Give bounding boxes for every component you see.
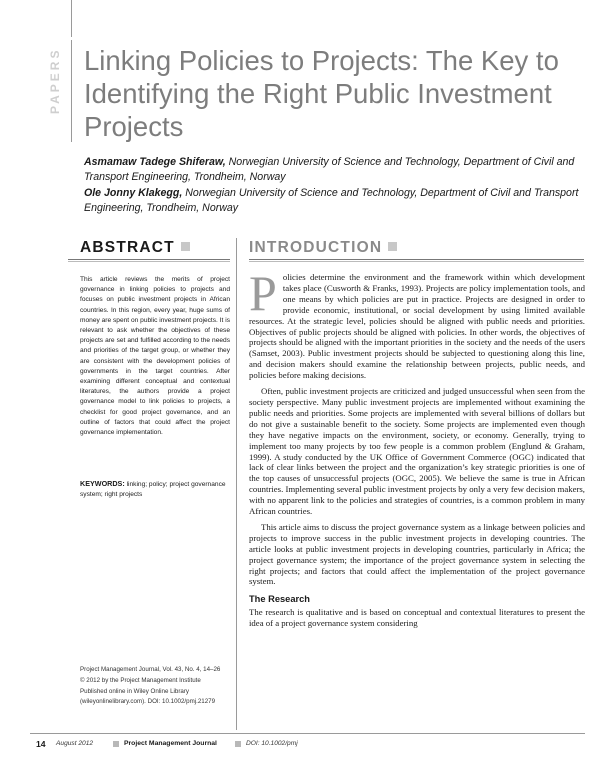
square-bullet-icon: [181, 242, 190, 251]
article-title: Linking Policies to Projects: The Key to Identifying the Right Public Investment Projects: [84, 45, 559, 142]
citation-line: Published online in Wiley Online Library: [80, 687, 190, 695]
journal-name: Project Management Journal: [124, 740, 217, 747]
author-affiliation: Norwegian University of Science and Technology, Department of Civil and Transport Engineering, Trondheim, Norway: [84, 156, 575, 183]
square-bullet-icon: [113, 741, 119, 747]
author-entry: [84, 155, 584, 185]
author-list: [84, 155, 584, 217]
footer-divider: [30, 733, 585, 734]
square-bullet-icon: [235, 741, 241, 747]
page-number: 14: [36, 739, 46, 749]
keywords-label: KEYWORDS:: [80, 479, 125, 488]
author-name: Asmamaw Tadege Shiferaw,: [84, 156, 226, 168]
top-vertical-rule: [71, 0, 72, 37]
citation-line: Project Management Journal, Vol. 43, No. 4, 14–26: [80, 666, 221, 673]
body-paragraph: This article aims to discuss the project governance system as a linkage between policies and projects to improve success in the public investment projects in developing countries. The article looks at public investment projects in developing countries, particularly in Africa; the project governance system; the importance of the project governance system in selecting the right projects; and factors that could affect the implementation of the project governance system.: [249, 521, 585, 587]
keywords-list: linking; policy; project governance system; right projects: [80, 481, 226, 499]
body-paragraph: The research is qualitative and is based on conceptual and contextual literatures to present the idea of a project governance system considering: [249, 607, 585, 629]
citation-line: © 2012 by the Project Management Institute: [80, 676, 201, 684]
abstract-heading: ABSTRACT: [80, 239, 240, 257]
introduction-heading: INTRODUCTION: [249, 239, 589, 257]
section-label: PAPERS: [48, 47, 62, 115]
body-paragraph: Policies determine the environment and the framework within which development takes place (Cusworth & Franks, 1993). Projects are policy implementation tools, and one means by which policies are put in practice. Projects are designed in order to provide economic, institutional, or social development by using limited available resources. At the strategic level, policies should be aligned with public needs and priorities. Objectives of public projects should be aligned with policies. In other words, the objectives of projects should be aligned with the important priorities in the society and the needs of the users (Samset, 2003). Public investment projects should be subjected to questioning along this line, and decision makers should examine the relationship between projects, public needs, and policies before making decisions.: [249, 265, 585, 381]
drop-cap: P: [249, 265, 277, 321]
footer-doi: DOI: 10.1002/pmj: [246, 740, 298, 747]
abstract-divider: [68, 259, 230, 260]
citation-line: (wileyonlinelibrary.com). DOI: 10.1002/pmj.21279: [80, 698, 216, 706]
page-footer: [0, 737, 600, 751]
issue-date: August 2012: [56, 740, 94, 747]
square-bullet-icon: [388, 242, 397, 251]
introduction-divider-secondary: [249, 261, 584, 262]
column-divider: [236, 238, 237, 730]
title-vertical-rule: [71, 40, 72, 142]
author-affiliation: Norwegian University of Science and Technology, Department of Civil and Transport Engineering, Trondheim, Norway: [84, 187, 579, 214]
keywords: [80, 479, 230, 500]
author-name: Ole Jonny Klakegg,: [84, 187, 183, 199]
introduction-divider: [249, 259, 584, 260]
abstract-text: This article reviews the merits of project governance in linking policies to projects and focuses on public investment projects in African countries. In this region, every year, huge sums of money are spent on public investment projects. It is relevant to ask whether the objectives of these projects are set and fulfilled according to the needs and priorities of the target group, or whether they are consistent with the development policies of governments in the target countries. After examining different conceptual and contextual literatures, the authors provide a project governance model to link policies to projects, a checklist for good project governance, and an outline of factors that could affect the project governance implementation.: [80, 276, 230, 437]
abstract-divider-secondary: [68, 261, 230, 262]
body-text-column: [249, 265, 585, 629]
citation-block: [80, 665, 240, 708]
section-subheading: The Research: [249, 594, 310, 605]
author-entry: [84, 186, 584, 216]
body-paragraph: Often, public investment projects are criticized and judged unsuccessful when seen from the society perspective. Many public investment projects are implemented without examining the public needs and priorities. Some projects are implemented with several billions of dollars but do not give a sustainable benefit to the society. Some projects are implemented even though they have negative impacts on the environment, society, or economy. Generally, trying to implement too many projects by too few people is a common problem (Englund & Graham, 1999). A study conducted by the UK Office of Government Commerce (OGC) indicated that lack of clear links between the project and the organization’s key strategic priorities is one of the top causes of unsuccessful projects (OGC, 2005). We believe the same is true in African countries. Implementing several public investment projects by only a very few decision makers, with no apparent link to the policies and strategies of countries, is a common problem in many African countries.: [249, 386, 585, 517]
